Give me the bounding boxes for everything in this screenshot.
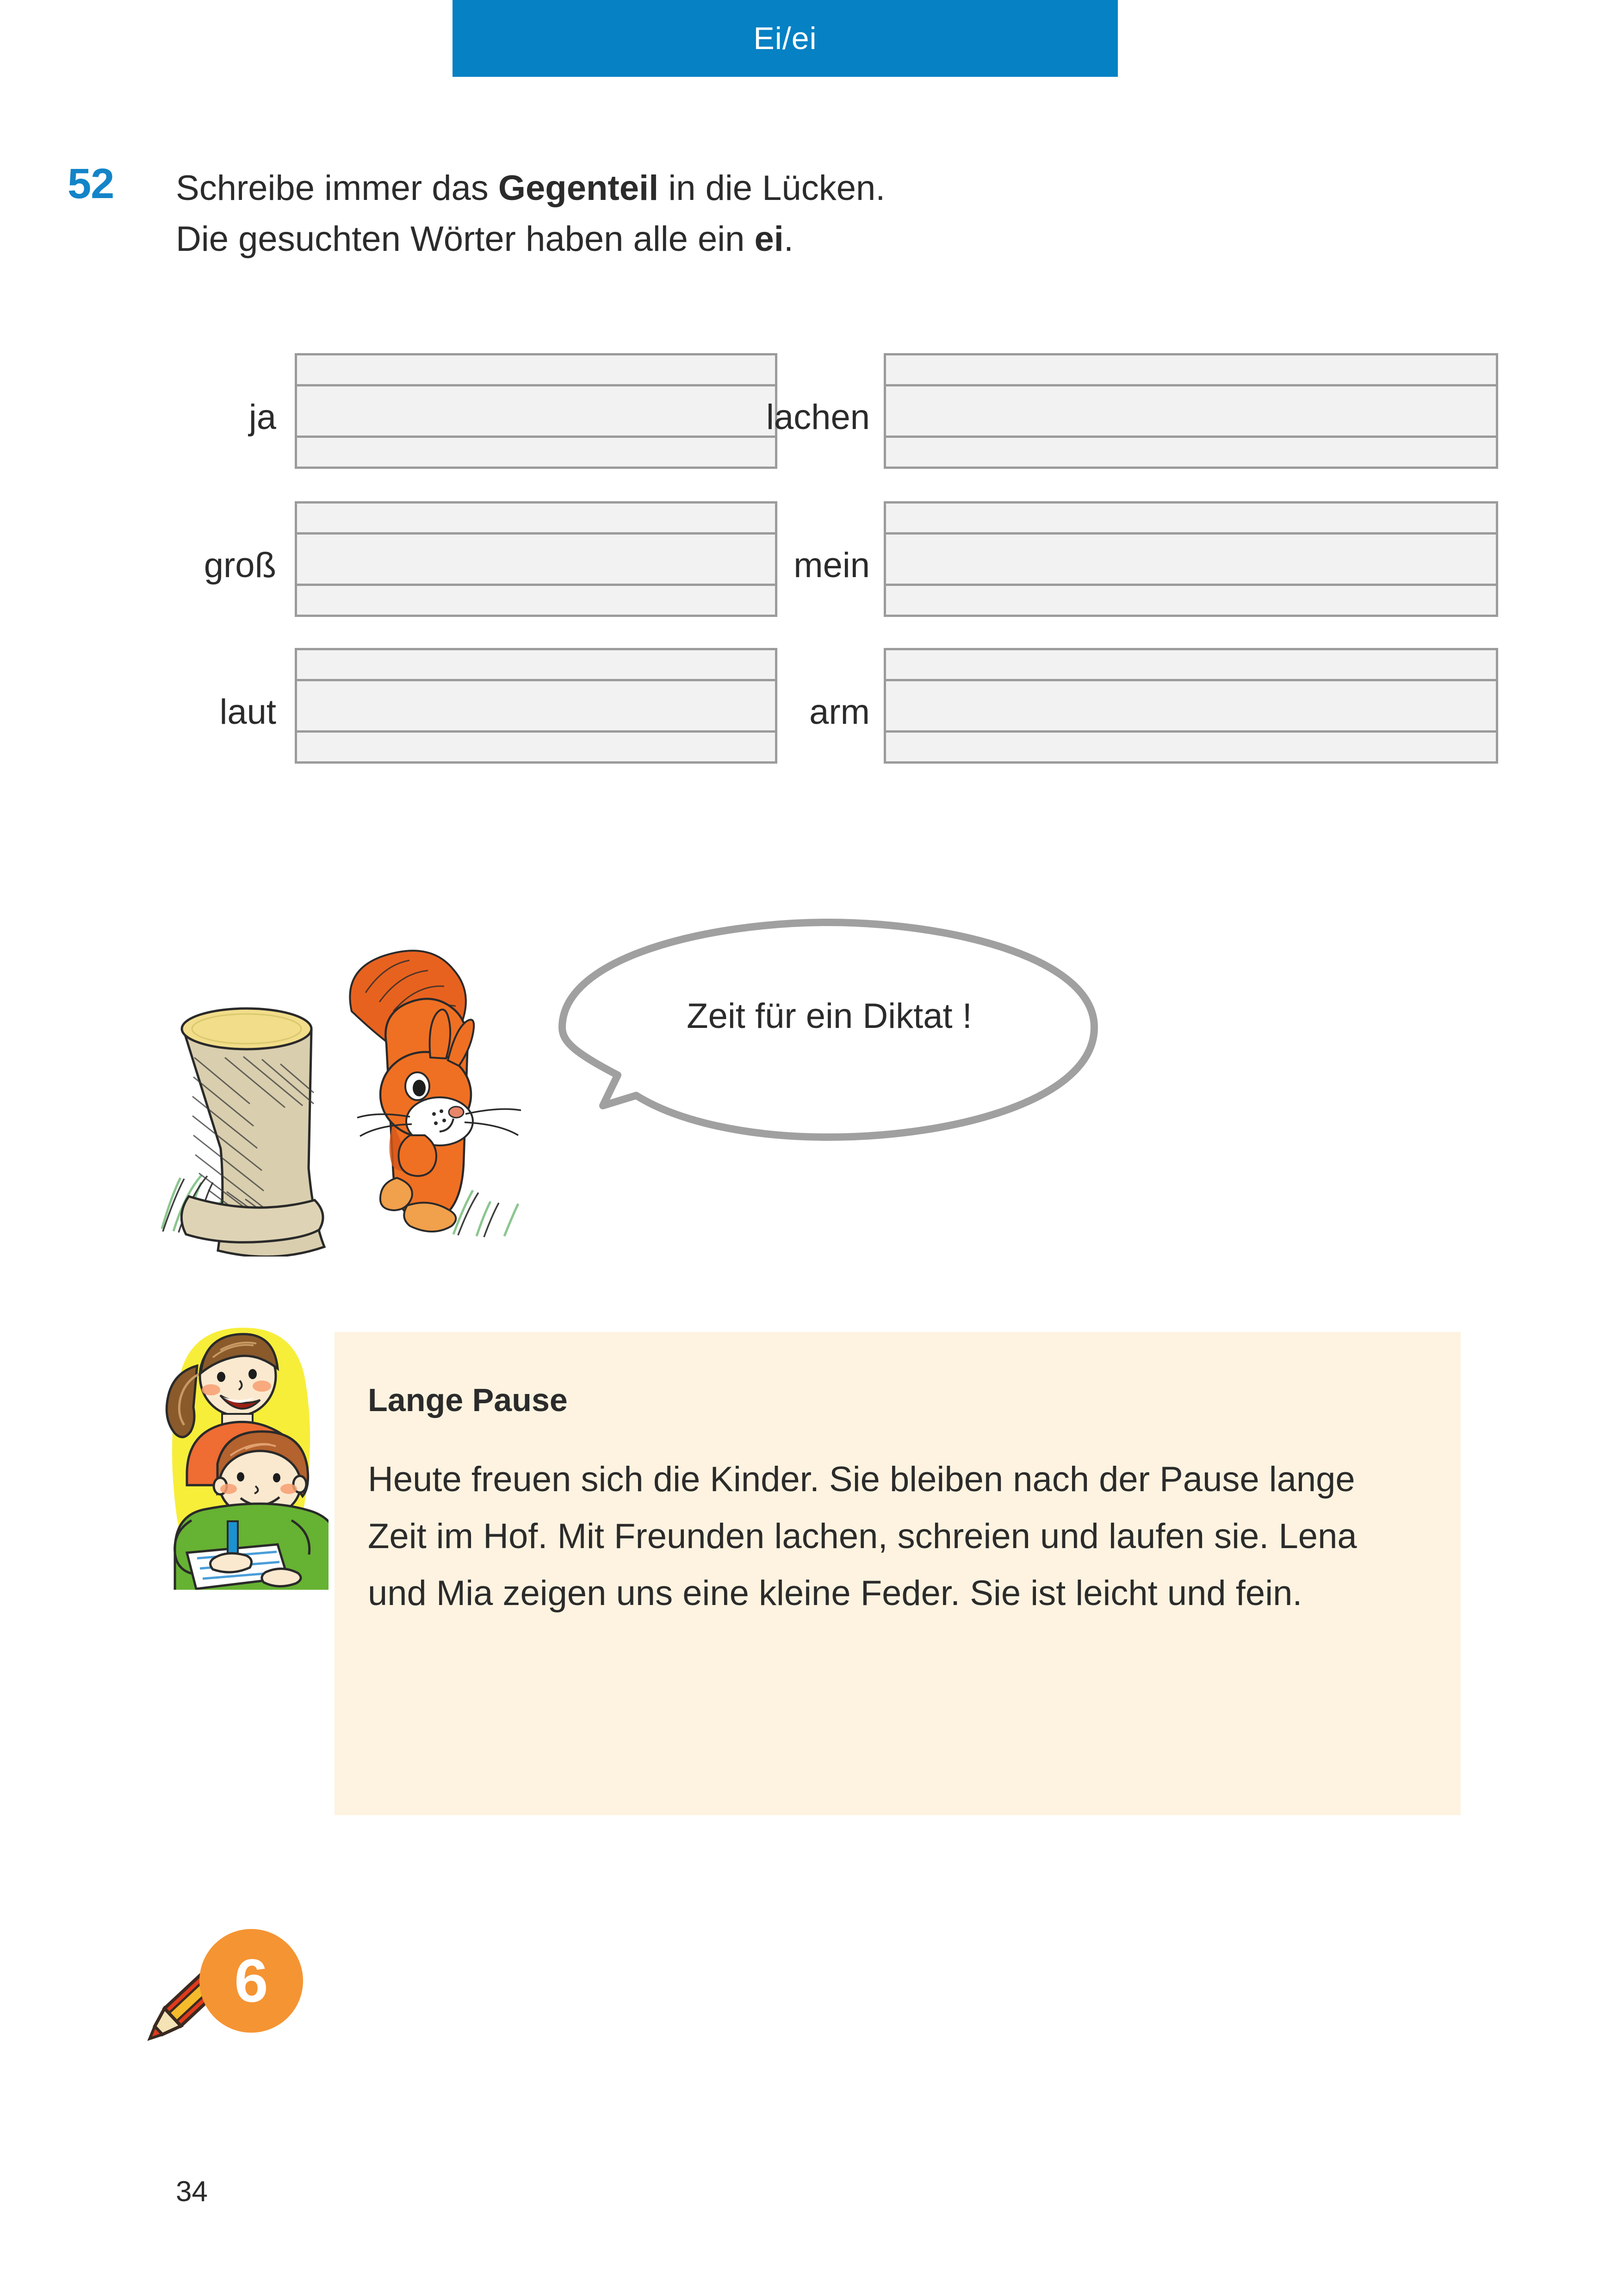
word-label-right: lachen [766,398,870,437]
writing-band-bottom [297,438,775,467]
instruction-line-1-pre: Schreibe immer das [176,168,498,208]
instruction-line-1-post: in die Lücken. [658,168,886,208]
instruction-line-2-pre: Die gesuchten Wörter haben alle ein [176,219,755,259]
word-label-left: ja [248,398,276,437]
squirrel-on-tree-stump-illustration [134,905,597,1257]
exercise-instruction [176,163,1471,265]
word-label-left: groß [204,546,276,585]
badge-number-text: 6 [234,1947,268,2015]
word-label-left: laut [219,692,276,732]
writing-band-top [297,650,775,679]
word-label-right: mein [794,546,870,585]
dictation-body-text: Heute freuen sich die Kinder. Sie bleiben nach der Pause lange Zeit im Hof. Mit Freunden lachen, schreien und laufen sie. Lena und Mia zeigen uns eine kleine Feder. Sie ist leicht und fein. [368,1460,1357,1613]
dictation-title: Lange Pause [368,1382,568,1418]
chapter-tab-label: Ei/ei [753,21,817,56]
word-label-right: arm [809,692,870,732]
page-number: 34 [176,2176,208,2208]
writing-lines-right[interactable] [884,501,1498,617]
exercise-number: 52 [68,160,114,207]
writing-band-top [886,355,1496,384]
writing-band-middle [886,679,1496,733]
writing-band-bottom [297,586,775,615]
writing-lines-right[interactable] [884,353,1498,469]
instruction-line-2 [176,214,1471,265]
instruction-line-1-bold: Gegenteil [498,168,659,208]
writing-band-top [297,355,775,384]
writing-band-bottom [297,733,775,761]
exercise-count-badge [141,1895,326,2071]
instruction-line-2-bold: ei [754,219,784,259]
writing-band-top [886,650,1496,679]
instruction-line-1 [176,163,1471,214]
writing-band-middle [886,384,1496,438]
writing-band-bottom [886,586,1496,615]
writing-band-top [886,504,1496,532]
writing-band-middle [886,532,1496,586]
instruction-line-2-post: . [783,219,794,259]
speech-bubble-text: Zeit für ein Diktat ! [687,996,972,1036]
chapter-tab [453,0,1118,77]
writing-band-bottom [886,733,1496,761]
writing-lines-right[interactable] [884,648,1498,764]
teacher-and-child-writing-illustration [153,1321,329,1590]
writing-band-bottom [886,438,1496,467]
writing-band-top [297,504,775,532]
